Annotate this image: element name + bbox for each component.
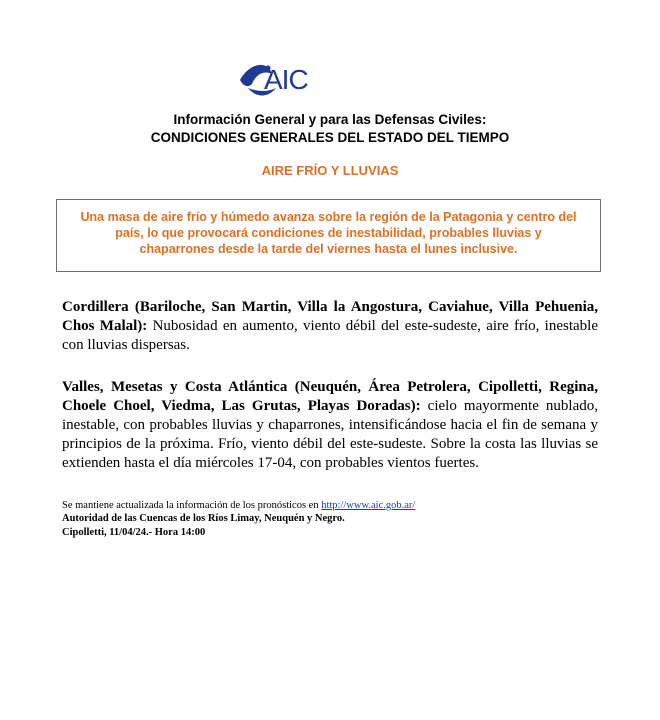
forecast-valles <box>62 378 598 473</box>
forecast-region: Valles, Mesetas y Costa Atlántica (Neuquén, Área Petrolera, Cipolletti, Regina, Choele Choel, Viedma, Las Grutas, Playas Doradas): <box>62 379 598 414</box>
footer-note-text: Se mantiene actualizada la información de los pronósticos en <box>62 500 322 511</box>
forecast-text: Nubosidad en aumento, viento débil del este-sudeste, aire frío, inestable con lluvias dispersas. <box>62 318 598 353</box>
footer-place-date: Cipolletti, 11/04/24.- Hora 14:00 <box>62 527 206 538</box>
aic-website-link[interactable]: http://www.aic.gob.ar/ <box>321 500 416 511</box>
alert-box <box>56 199 601 272</box>
forecast-text: cielo mayormente nublado, inestable, con probables lluvias y chaparrones, intensificándose hacia el fin de semana y principios de la próxima. Frío, viento débil del este-sudeste. Sobre la costa las lluvias se extienden hasta el día miércoles 17-04, con probables vientos fuertes. <box>62 398 599 471</box>
header-heading: CONDICIONES GENERALES DEL ESTADO DEL TIEMPO <box>150 130 510 145</box>
footer-note <box>62 500 415 511</box>
logo-text: AIC <box>264 64 308 95</box>
weather-subtitle: AIRE FRÍO Y LLUVIAS <box>261 163 399 178</box>
alert-line: chaparrones desde la tarde del viernes hasta el lunes inclusive. <box>139 242 518 256</box>
footer-authority: Autoridad de las Cuencas de los Ríos Limay, Neuquén y Negro. <box>62 513 345 524</box>
alert-line: Una masa de aire frío y húmedo avanza sobre la región de la Patagonia y centro del <box>80 210 577 224</box>
alert-line: país, lo que provocará condiciones de inestabilidad, probables lluvias y <box>115 226 542 240</box>
header-title: Información General y para las Defensas Civiles: <box>173 112 487 127</box>
forecast-region: Cordillera (Bariloche, San Martin, Villa la Angostura, Caviahue, Villa Pehuenia, Chos Malal): <box>62 299 598 334</box>
forecast-cordillera <box>62 298 598 355</box>
